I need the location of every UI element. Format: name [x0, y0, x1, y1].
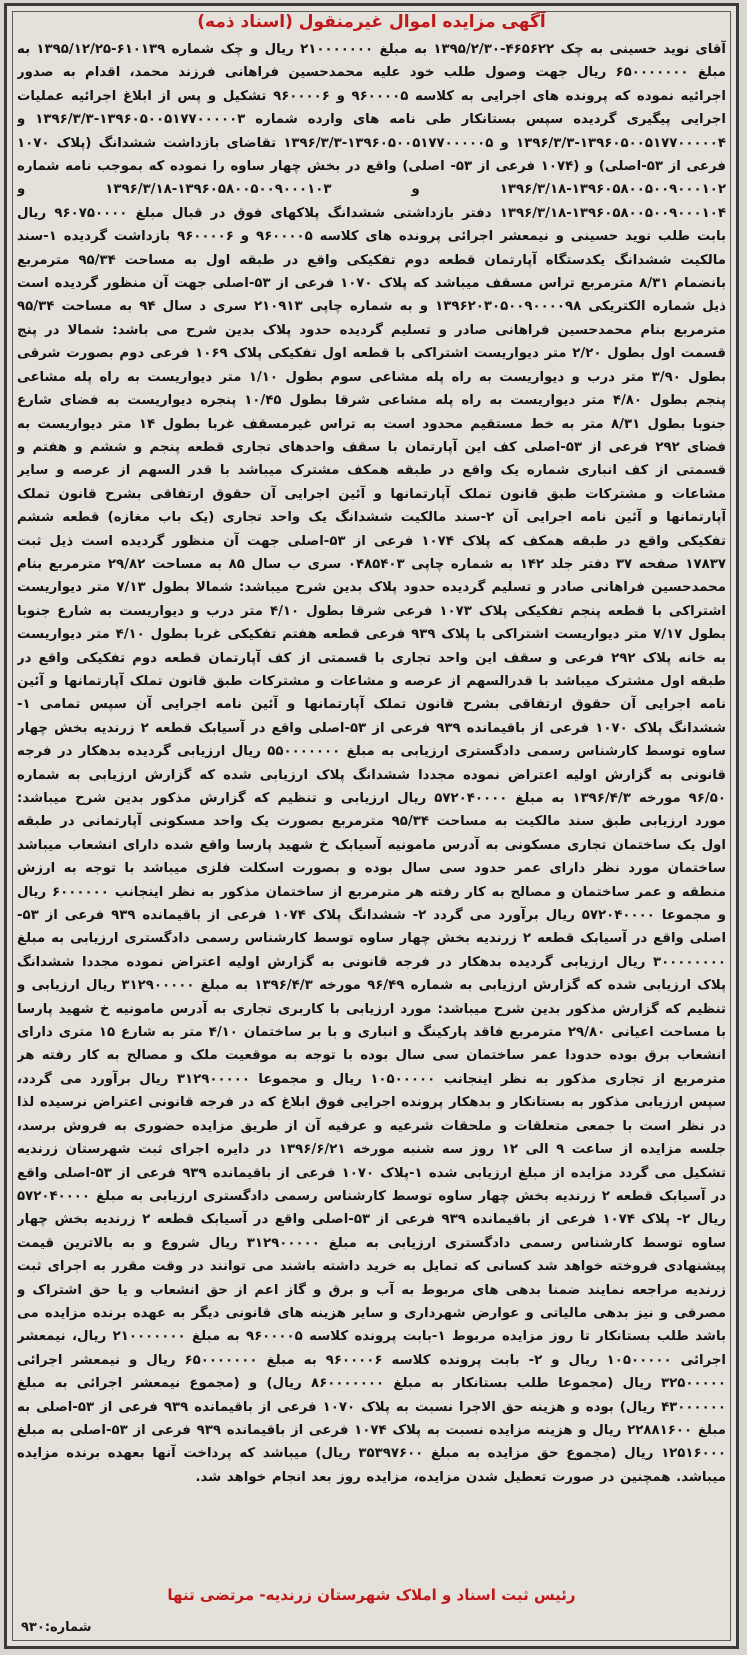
notice-title: آگهی مزایده اموال غیرمنقول (اسناد ذمه): [197, 12, 546, 32]
notice-number: شماره:۹۳۰: [21, 1620, 92, 1635]
notice-body: آقای نوید حسینی به چک ۴۶۵۶۲۲-۱۳۹۵/۲/۳۰ به مبلغ ۲۱۰۰۰۰۰۰۰ ریال و چک شماره ۶۱۰۱۳۹-۱۳۹۵/۱۲/۲۵ به مبلغ ۶۵۰۰۰۰۰۰۰ ریال جهت وصول طلب خود علیه محمدحسین فراهانی فرزند محمد، اقدام به صدور اجرائیه نموده که پرونده های اجرایی به کلاسه ۹۶۰۰۰۰۵ و ۹۶۰۰۰۰۶ تشکیل و پس از ابلاغ اجرائیه عملیات اجرایی پیگیری گردیده سپس بستانکار طی نامه های وارده شماره ۱۳۹۶۰۵۰۰۵۱۷۷۰۰۰۰۰۳-۱۳۹۶/۳/۳ و ۱۳۹۶۰۵۰۰۵۱۷۷۰۰۰۰۰۴-۱۳۹۶/۳/۳ و ۱۳۹۶۰۵۰۰۵۱۷۷۰۰۰۰۰۵-۱۳۹۶/۳/۳ تقاضای بازداشت ششدانگ (پلاک ۱۰۷۰ فرعی از ۵۳-اصلی) و (۱۰۷۴ فرعی از ۵۳- اصلی) واقع در بخش چهار ساوه را نموده که بموجب نامه شماره ۱۳۹۶۰۵۸۰۰۵۰۰۹۰۰۰۱۰۲-۱۳۹۶/۳/۱۸ و ۱۳۹۶۰۵۸۰۰۵۰۰۹۰۰۰۱۰۳-۱۳۹۶/۳/۱۸ و ۱۳۹۶۰۵۸۰۰۵۰۰۹۰۰۰۱۰۴-۱۳۹۶/۳/۱۸ دفتر بازداشتی ششدانگ پلاکهای فوق در قبال مبلغ ۹۶۰۷۵۰۰۰۰ ریال بابت طلب نوید حسینی و نیمعشر اجرائی پرونده های کلاسه ۹۶۰۰۰۰۵ و ۹۶۰۰۰۰۶ بازداشت گردیده ۱-سند مالکیت ششدانگ یکدستگاه آپارتمان قطعه دوم تفکیکی واقع در طبقه اول به مساحت ۹۵/۳۴ مترمربع بانضمام ۸/۳۱ مترمربع تراس مسقف میباشد که پلاک ۱۰۷۰ فرعی از ۵۳-اصلی جهت آن منظور گردیده است ذیل شماره الکتریکی ۱۳۹۶۲۰۳۰۵۰۰۹۰۰۰۰۹۸ و به شماره چاپی ۲۱۰۹۱۳ سری د سال ۹۴ به مساحت ۹۵/۳۴ مترمربع بنام محمدحسین فراهانی صادر و تسلیم گردیده حدود پلاک بدین شرح می باشد: شمالا در پنج قسمت اول بطول ۲/۲۰ متر دیواریست اشتراکی با قطعه اول تفکیکی پلاک ۱۰۶۹ فرعی دوم بصورت شرقی بطول ۳/۹۰ متر درب و دیواریست به راه پله مشاعی سوم بطول ۱/۱۰ متر دیواریست به راه پله مشاعی پنجم بطول ۴/۸۰ متر دیواریست به راه پله مشاعی شرقا بطول ۱۰/۴۵ پنجره دیواریست به فضای شارع جنوبا بطول ۸/۳۱ متر به خط مستقیم محدود است به تراس غیرمسقف غربا بطول ۱۴ متر دیواریست به فضای ۲۹۲ فرعی از ۵۳-اصلی کف این آپارتمان با سقف واحدهای تجاری قطعه پنجم و ششم و هفتم و قسمتی از کف انباری شماره یک واقع در طبقه همکف مشترک میباشد با قدر السهم از عرصه و سایر مشاعات و مشترکات طبق قانون تملک آپارتمانها و آئین اجرایی آن حقوق ارتفاقی بشرح قانون تملک آپارتمانها و آئین نامه اجرایی آن ۲-سند مالکیت ششدانگ یک واحد تجاری (یک باب مغازه) قطعه ششم تفکیکی واقع در طبقه همکف که پلاک ۱۰۷۴ فرعی از ۵۳-اصلی جهت آن منظور گردیده است ذیل ثبت ۱۷۸۳۷ صفحه ۳۷ دفتر جلد ۱۴۲ به شماره چاپی ۰۴۸۵۴۰۳ سری ب سال ۸۵ به مساحت ۲۹/۸۲ مترمربع بنام محمدحسین فراهانی صادر و تسلیم گردیده حدود پلاک بدین شرح میباشد: شمالا بطول ۷/۱۳ متر دیواریست اشتراکی با قطعه پنجم تفکیکی پلاک ۱۰۷۳ فرعی شرقا بطول ۴/۱۰ متر درب و دیواریست به شارع جنوبا بطول ۷/۱۷ متر دیواریست اشتراکی با پلاک ۹۳۹ فرعی قطعه هفتم تفکیکی غربا بطول ۴/۱۰ متر دیواریست به خانه پلاک ۲۹۲ فرعی و سقف این واحد تجاری با قسمتی از کف آپارتمان قطعه دوم تفکیکی واقع در طبقه اول مشترک میباشد با قدرالسهم از عرصه و مشاعات و مشترکات طبق قانون تملک آپارتمانها و آئین نامه اجرایی آن حقوق ارتفاقی بشرح قانون تملک آپارتمانها و آئین نامه اجرایی آن سپس تمامی ۱-ششدانگ پلاک ۱۰۷۰ فرعی از باقیمانده ۹۳۹ فرعی از ۵۳-اصلی واقع در آسیابک قطعه ۲ زرندیه بخش چهار ساوه توسط کارشناس رسمی دادگستری ارزیابی به مبلغ ۵۵۰۰۰۰۰۰۰ ریال ارزیابی گردیده بدهکار در فرجه قانونی به گزارش اولیه اعتراض نموده مجددا ششدانگ پلاک ارزیابی شده که گزارش ارزیابی به شماره ۹۶/۵۰ مورخه ۱۳۹۶/۴/۳ به مبلغ ۵۷۲۰۴۰۰۰۰ ریال ارزیابی و تنظیم که گزارش مذکور بدین شرح میباشد: مورد ارزیابی طبق سند مالکیت به مساحت ۹۵/۳۴ مترمربع بصورت یک واحد مسکونی آپارتمانی در طبقه اول یک ساختمان تجاری مسکونی به آدرس مامونیه آسیابک خ شهید پارسا واقع شده دارای انشعاب میباشد ساختمان مورد نظر دارای عمر حدود سی سال بوده و بصورت اسکلت فلزی میباشد با توجه به ارزش منطقه و عمر ساختمان و مصالح به کار رفته هر مترمربع از ساختمان مذکور به نظر اینجانب ۶۰۰۰۰۰۰ ریال و مجموعا ۵۷۲۰۴۰۰۰۰ ریال برآورد می گردد ۲- ششدانگ پلاک ۱۰۷۴ فرعی از باقیمانده ۹۳۹ فرعی از ۵۳-اصلی واقع در آسیابک قطعه ۲ زرندیه بخش چهار ساوه توسط کارشناس رسمی دادگستری ارزیابی به مبلغ ۳۰۰۰۰۰۰۰۰ ریال ارزیابی گردیده بدهکار در فرجه قانونی به گزارش اولیه اعتراض نموده مجددا ششدانگ پلاک ارزیابی شده که گزارش ارزیابی به شماره ۹۶/۴۹ مورخه ۱۳۹۶/۴/۳ به مبلغ ۳۱۲۹۰۰۰۰۰ ریال ارزیابی و تنظیم که گزارش مذکور بدین شرح میباشد: مورد ارزیابی با کاربری تجاری به آدرس مامونیه خ شهید پارسا با مساحت اعیانی ۲۹/۸۰ مترمربع فاقد پارکینگ و انباری و با بر ساختمان ۴/۱۰ متر به شارع ۱۵ متری دارای انشعاب برق بوده حدودا عمر ساختمان سی سال بوده با توجه به موقعیت ملک و مصالح به کار رفته هر مترمربع از تجاری مذکور به نظر اینجانب ۱۰۵۰۰۰۰۰ ریال و مجموعا ۳۱۲۹۰۰۰۰۰ ریال برآورد می گردد، سپس ارزیابی مذکور به بستانکار و بدهکار پرونده اجرایی فوق ابلاغ که در فرجه قانونی اعتراض نرسیده لذا در نظر است با جمعی متعلقات و ملحقات شرعیه و عرفیه آن از طریق مزایده حضوری به فروش برسد، جلسه مزایده از ساعت ۹ الی ۱۲ روز سه شنبه مورخه ۱۳۹۶/۶/۲۱ در دایره اجرای ثبت شهرستان زرندیه تشکیل می گردد مزایده از مبلغ ارزیابی شده ۱-پلاک ۱۰۷۰ فرعی از باقیمانده ۹۳۹ فرعی از ۵۳-اصلی واقع در آسیابک قطعه ۲ زرندیه بخش چهار ساوه توسط کارشناس رسمی دادگستری ارزیابی به مبلغ ۵۷۲۰۴۰۰۰۰ ریال ۲- پلاک ۱۰۷۴ فرعی از باقیمانده ۹۳۹ فرعی از ۵۳-اصلی واقع در آسیابک قطعه ۲ زرندیه بخش چهار ساوه توسط کارشناس رسمی دادگستری ارزیابی به مبلغ ۳۱۲۹۰۰۰۰۰ ریال شروع و به بالاترین قیمت پیشنهادی فروخته خواهد شد کسانی که تمایل به خرید داشته باشند می توانند در وقت مقرر به اجرای ثبت زرندیه مراجعه نمایند ضمنا بدهی های مربوط به آب و برق و گاز اعم از حق انشعاب و یا حق اشتراک و مصرفی و نیز بدهی مالیاتی و عوارض شهرداری و سایر هزینه های قانونی دیگر به عهده برنده مزایده می باشد طلب بستانکار تا روز مزایده مربوط ۱-بابت پرونده کلاسه ۹۶۰۰۰۰۵ به مبلغ ۲۱۰۰۰۰۰۰۰ ریال، نیمعشر اجرائی ۱۰۵۰۰۰۰۰ ریال و ۲- بابت پرونده کلاسه ۹۶۰۰۰۰۶ به مبلغ ۶۵۰۰۰۰۰۰۰ ریال و نیمعشر اجرائی ۳۲۵۰۰۰۰۰ ریال (مجموعا طلب بستانکار به مبلغ ۸۶۰۰۰۰۰۰۰ ریال) و (مجموع نیمعشر اجرائی به مبلغ ۴۳۰۰۰۰۰۰ ریال) بوده و هزینه حق الاجرا نسبت به پلاک ۱۰۷۰ فرعی از باقیمانده ۹۳۹ فرعی از ۵۳-اصلی به مبلغ ۲۲۸۸۱۶۰۰ ریال و هزینه مزایده نسبت به پلاک ۱۰۷۴ فرعی از باقیمانده ۹۳۹ فرعی از ۵۳-اصلی به مبلغ ۱۲۵۱۶۰۰۰ ریال (مجموع حق مزایده به مبلغ ۳۵۳۹۷۶۰۰ ریال) میباشد که پرداخت آنها بعهده برنده مزایده میباشد. همچنین در صورت تعطیل شدن مزایده، مزایده روز بعد انجام خواهد شد.: [17, 42, 726, 1485]
notice-frame: [4, 3, 739, 1649]
notice-signature: رئیس ثبت اسناد و املاک شهرستان زرندیه- مرتضی تنها: [167, 1586, 576, 1604]
